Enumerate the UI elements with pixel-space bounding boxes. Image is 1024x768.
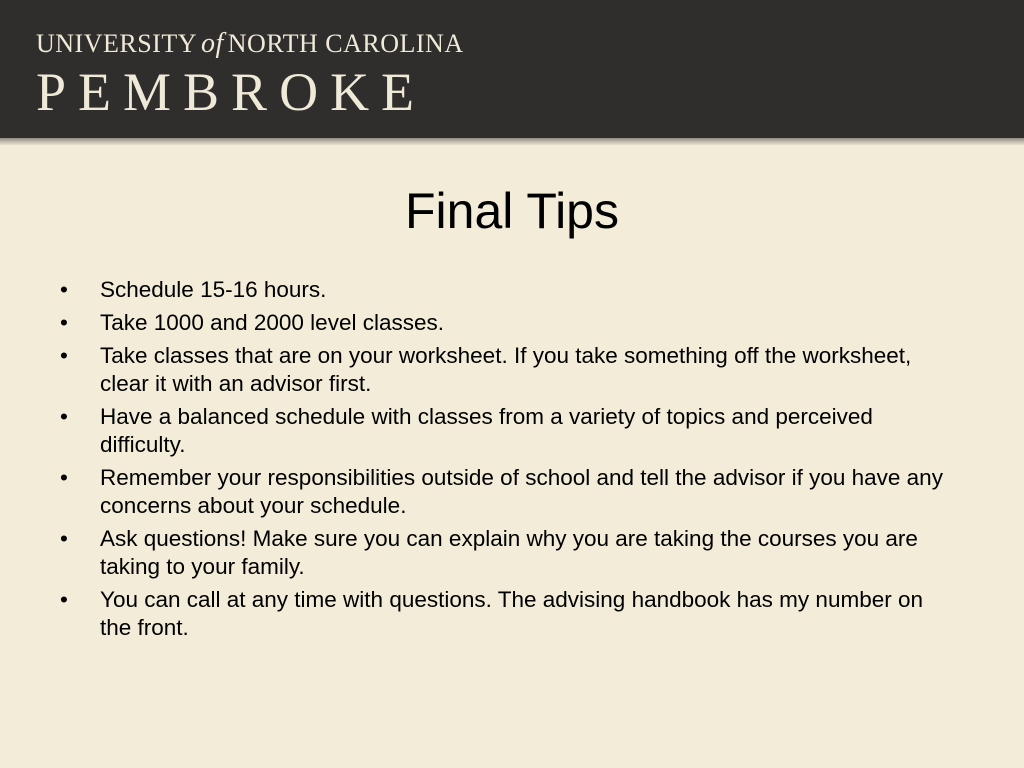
bullet-item [60,586,960,642]
logo-word-university: UNIVERSITY [36,29,197,58]
bullet-text: Remember your responsibilities outside of school and tell the advisor if you have any concerns about your schedule. [100,465,943,518]
bullet-item [60,342,960,398]
bullet-marker: • [60,343,68,368]
bullet-item [60,276,960,304]
logo-word-of: of [201,28,224,59]
bullet-marker: • [60,277,68,302]
bullet-text: Schedule 15-16 hours. [100,277,327,302]
bullet-marker: • [60,310,68,335]
bullet-text: Have a balanced schedule with classes from a variety of topics and perceived difficulty. [100,404,873,457]
university-logo [36,28,464,120]
logo-university-name [36,28,464,60]
slide-title: Final Tips [405,183,619,239]
bullet-text: Ask questions! Make sure you can explain why you are taking the courses you are taking to your family. [100,526,918,579]
logo-word-north-carolina: NORTH CAROLINA [227,29,464,58]
bullet-text: Take classes that are on your worksheet. If you take something off the worksheet, clear it with an advisor first. [100,343,912,396]
header-banner [0,0,1024,138]
bullet-item [60,403,960,459]
bullet-marker: • [60,465,68,490]
bullet-item [60,525,960,581]
bullet-marker: • [60,404,68,429]
bullet-list [60,276,960,647]
bullet-text: You can call at any time with questions. The advising handbook has my number on the front. [100,587,923,640]
bullet-marker: • [60,587,68,612]
header-divider [0,138,1024,145]
bullet-item [60,464,960,520]
bullet-item [60,309,960,337]
bullet-text: Take 1000 and 2000 level classes. [100,310,444,335]
bullet-marker: • [60,526,68,551]
logo-word-pembroke: PEMBROKE [36,62,427,122]
